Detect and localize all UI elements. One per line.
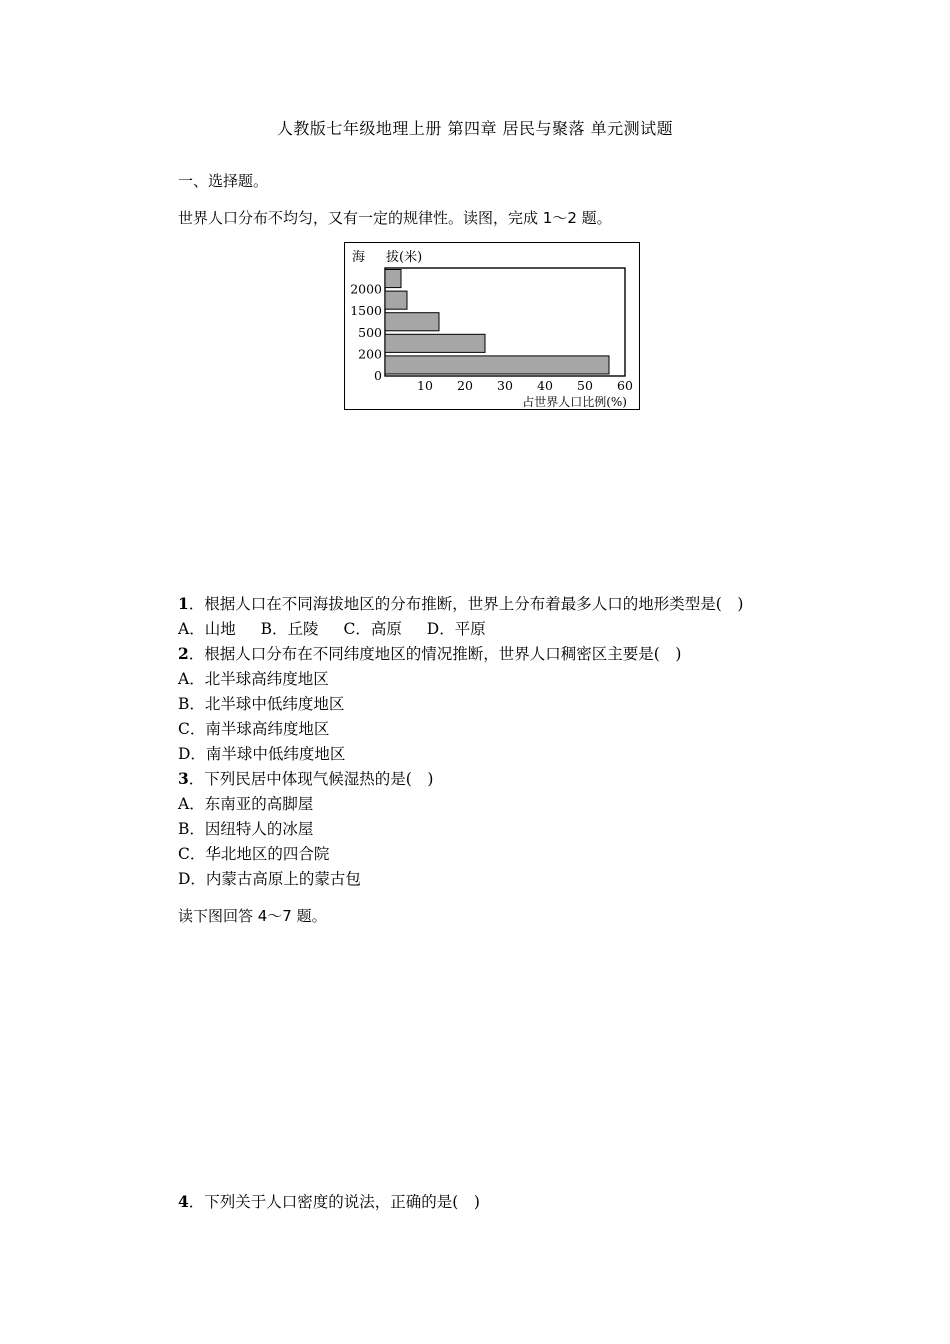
x-tick-label: 20	[457, 378, 473, 393]
intro-text-2: 读下图回答 4～7 题。	[178, 907, 327, 925]
option-a: A．北半球高纬度地区	[178, 670, 329, 688]
option-c: C．华北地区的四合院	[178, 845, 330, 863]
section-heading: 一、选择题。	[178, 172, 269, 190]
option-b: B．北半球中低纬度地区	[178, 695, 345, 713]
option-c: C．高原	[343, 620, 402, 638]
question-text: ．根据人口分布在不同纬度地区的情况推断，世界人口稠密区主要是( )	[188, 645, 682, 663]
y-tick-label: 0	[374, 368, 382, 383]
x-tick-label: 60	[617, 378, 633, 393]
bar	[385, 334, 485, 352]
option-d: D．内蒙古高原上的蒙古包	[178, 870, 361, 888]
option-a: A．山地	[178, 620, 236, 638]
question-number: 2	[178, 644, 189, 663]
question-1	[178, 592, 743, 614]
x-tick-label: 30	[497, 378, 513, 393]
question-text: ．下列民居中体现气候湿热的是( )	[188, 770, 434, 788]
question-number: 4	[178, 1192, 189, 1211]
y-tick-label: 2000	[350, 281, 382, 297]
x-tick-label: 40	[537, 378, 553, 393]
option-d: D．南半球中低纬度地区	[178, 745, 346, 763]
x-axis-label: 占世界人口比例(%)	[522, 395, 627, 409]
question-1-options	[178, 617, 506, 639]
bar	[385, 270, 401, 288]
question-number: 1	[178, 594, 189, 613]
y-tick-label: 200	[358, 346, 382, 362]
bar	[385, 291, 407, 309]
option-b: B．因纽特人的冰屋	[178, 820, 314, 838]
intro-text-1: 世界人口分布不均匀，又有一定的规律性。读图，完成 1～2 题。	[178, 209, 612, 227]
x-tick-label: 50	[577, 378, 593, 393]
question-4	[178, 1190, 480, 1212]
population-altitude-chart	[344, 242, 640, 410]
option-d: D．平原	[426, 620, 486, 638]
bar	[385, 313, 439, 331]
bar	[385, 356, 609, 374]
option-c: C．南半球高纬度地区	[178, 720, 330, 738]
y-tick-label: 1500	[350, 303, 382, 319]
question-3	[178, 767, 433, 789]
question-number: 3	[178, 769, 189, 788]
option-b: B．丘陵	[260, 620, 319, 638]
x-tick-label: 10	[417, 378, 433, 393]
page-title: 人教版七年级地理上册 第四章 居民与聚落 单元测试题	[276, 119, 674, 138]
y-axis-label-right: 拔(米)	[386, 250, 423, 265]
question-text: ．根据人口在不同海拔地区的分布推断，世界上分布着最多人口的地形类型是( )	[188, 595, 744, 613]
y-tick-label: 500	[358, 324, 382, 340]
question-2	[178, 642, 681, 664]
question-text: ．下列关于人口密度的说法，正确的是( )	[188, 1193, 480, 1211]
y-axis-label-left: 海	[352, 250, 366, 265]
option-a: A．东南亚的高脚屋	[178, 795, 314, 813]
chart-svg	[344, 242, 640, 410]
